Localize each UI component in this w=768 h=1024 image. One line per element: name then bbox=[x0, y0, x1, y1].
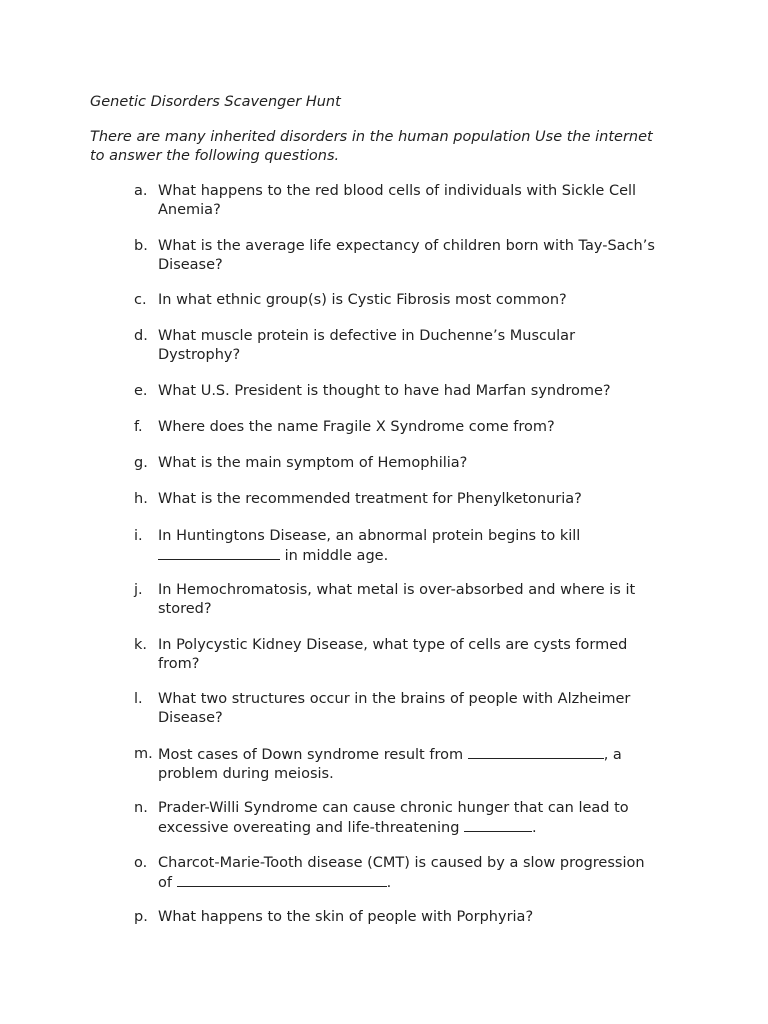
question-text-after: in middle age. bbox=[284, 547, 389, 564]
question-text: What is the recommended treatment for Phenylketonuria? bbox=[158, 491, 582, 507]
question-text-before: In Huntingtons Disease, an abnormal protein begins to kill bbox=[158, 528, 581, 544]
question-text: What happens to the red blood cells of individuals with Sickle Cell Anemia? bbox=[158, 183, 637, 218]
question-text-before: Prader-Willi Syndrome can cause chronic hunger that can lead to excessive overeating and life-threatening bbox=[158, 800, 629, 836]
question-text: In Hemochromatosis, what metal is over-absorbed and where is it stored? bbox=[158, 582, 636, 617]
question-text bbox=[158, 527, 658, 565]
question-text-after: . bbox=[532, 819, 537, 836]
document-intro: There are many inherited disorders in the human population Use the internet to answer the following questions. bbox=[90, 129, 653, 164]
question-text-before: Most cases of Down syndrome result from bbox=[158, 747, 464, 763]
question-marker: h. bbox=[134, 491, 148, 507]
question-text: What happens to the skin of people with Porphyria? bbox=[158, 909, 534, 925]
question-marker: b. bbox=[134, 238, 148, 254]
question-marker: l. bbox=[134, 691, 143, 707]
answer-blank bbox=[468, 745, 604, 759]
answer-blank bbox=[177, 873, 387, 887]
answer-blank bbox=[158, 546, 280, 560]
question-marker: k. bbox=[134, 637, 148, 653]
question-text: What two structures occur in the brains of people with Alzheimer Disease? bbox=[158, 691, 631, 726]
question-marker: m. bbox=[134, 746, 153, 762]
document-title: Genetic Disorders Scavenger Hunt bbox=[90, 94, 341, 110]
question-text: What is the main symptom of Hemophilia? bbox=[158, 455, 468, 471]
question-text-before: Charcot-Marie-Tooth disease (CMT) is caused by a slow progression of bbox=[158, 855, 645, 891]
question-marker: a. bbox=[134, 183, 148, 199]
question-marker: p. bbox=[134, 909, 148, 925]
question-marker: d. bbox=[134, 328, 148, 344]
question-marker: g. bbox=[134, 455, 148, 471]
question-text: In what ethnic group(s) is Cystic Fibrosis most common? bbox=[158, 292, 567, 308]
question-marker: f. bbox=[134, 419, 143, 435]
question-text: What is the average life expectancy of children born with Tay-Sach’s Disease? bbox=[158, 238, 655, 273]
question-marker: j. bbox=[134, 582, 143, 598]
question-marker: i. bbox=[134, 528, 143, 544]
answer-blank bbox=[464, 818, 532, 832]
question-text: In Polycystic Kidney Disease, what type of cells are cysts formed from? bbox=[158, 637, 628, 672]
question-text-after: , a problem during meiosis. bbox=[158, 747, 622, 782]
question-text: What U.S. President is thought to have had Marfan syndrome? bbox=[158, 383, 611, 399]
question-text-after: . bbox=[386, 874, 392, 891]
question-text: Where does the name Fragile X Syndrome come from? bbox=[158, 419, 555, 435]
question-text bbox=[158, 799, 658, 837]
question-marker: n. bbox=[134, 800, 148, 816]
question-text bbox=[158, 745, 658, 783]
question-text: What muscle protein is defective in Duchenne’s Muscular Dystrophy? bbox=[158, 328, 576, 363]
question-marker: e. bbox=[134, 383, 148, 399]
question-text bbox=[158, 854, 658, 892]
question-marker: c. bbox=[134, 292, 147, 308]
question-marker: o. bbox=[134, 855, 148, 871]
